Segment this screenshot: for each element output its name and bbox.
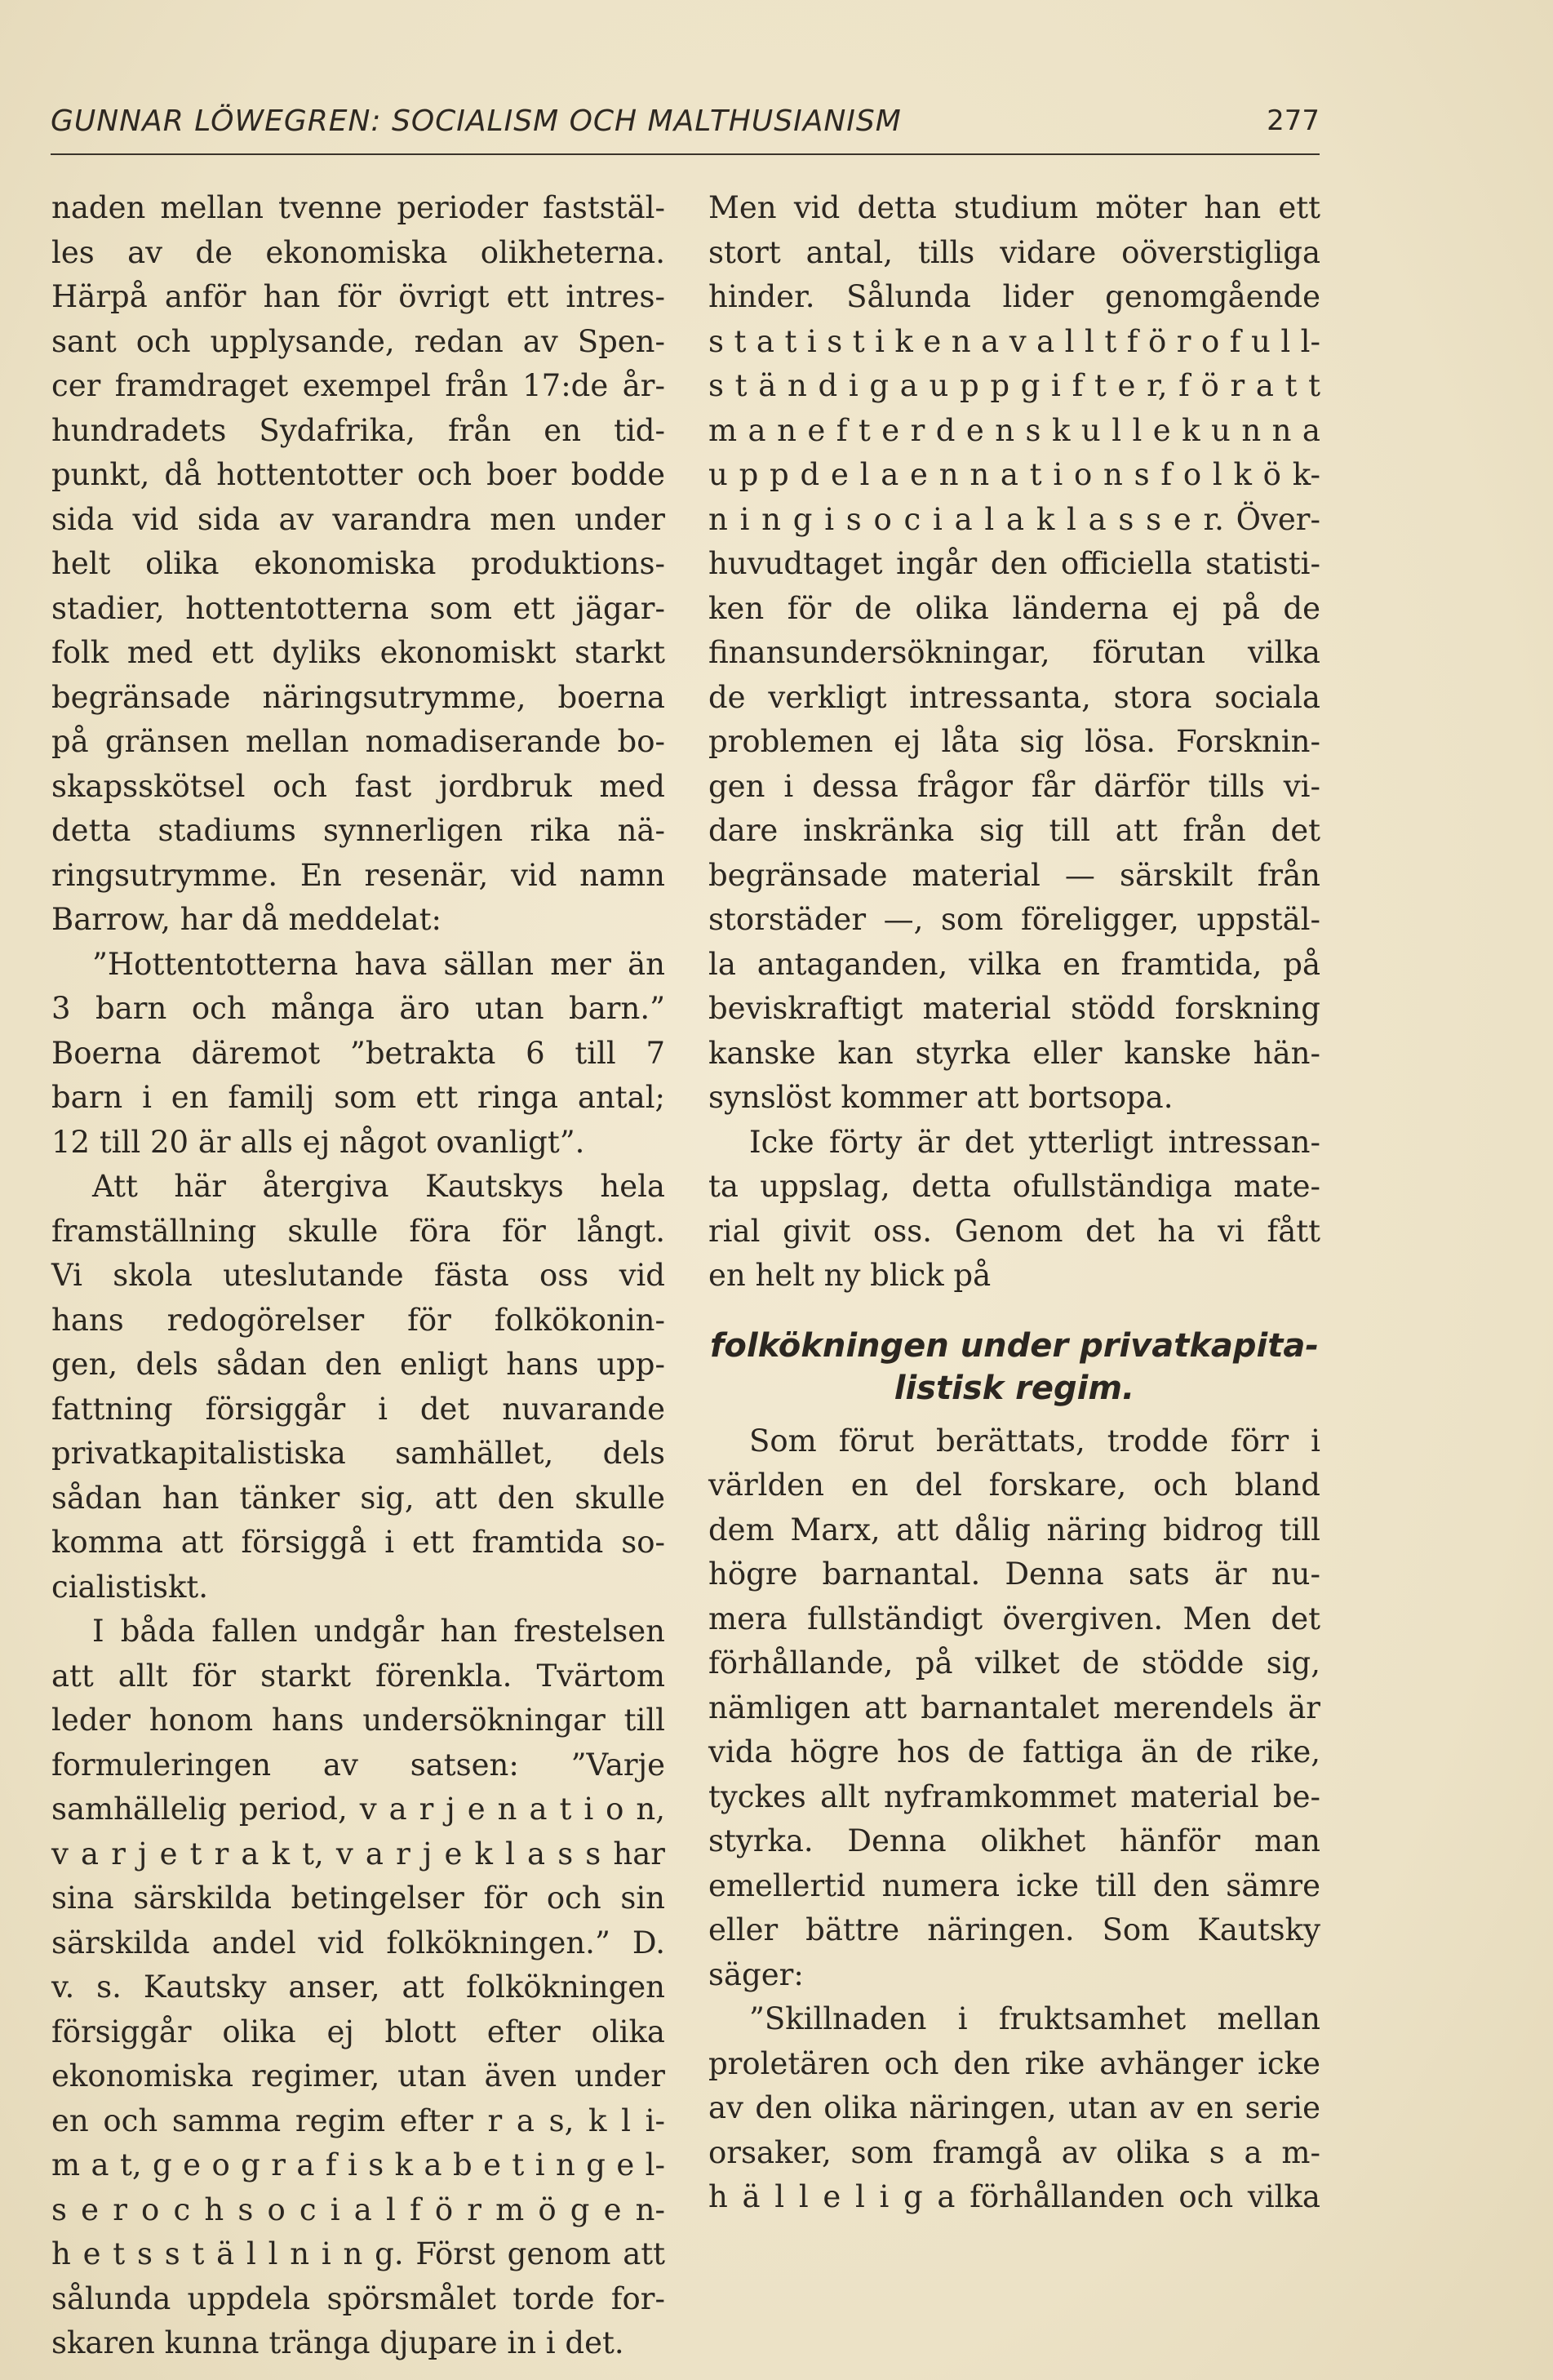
text-line: formuleringen av satsen: ”Varje (51, 1747, 665, 1783)
text-line: emellertid numera icke till den sämre (708, 1867, 1320, 1903)
text-line: skaren kunna tränga djupare in i det. (51, 2325, 624, 2360)
text-line: orsaker, som framgå av olika s a m- (708, 2134, 1320, 2170)
text-line: helt olika ekonomiska produktions- (51, 546, 665, 581)
text-line: sant och upplysande, redan av Spen- (51, 323, 665, 359)
text-line: eller bättre näringen. Som Kautsky (708, 1912, 1320, 1947)
text-line: av den olika näringen, utan av en serie (708, 2090, 1320, 2125)
text-line: Att här återgiva Kautskys hela (92, 1169, 665, 1204)
text-line: s t a t i s t i k e n a v a l l t f ö r o f u l l- (708, 323, 1320, 359)
running-title: GUNNAR LÖWEGREN: SOCIALISM OCH MALTHUSIANISM (51, 104, 902, 138)
text-line: barn i en familj som ett ringa antal; (51, 1080, 665, 1115)
text-line: ”Skillnaden i fruktsamhet mellan (749, 2001, 1320, 2036)
text-line: försiggår olika ej blott efter olika (51, 2014, 665, 2049)
text-line: Barrow, har då meddelat: (51, 902, 442, 937)
section-heading (708, 1325, 1320, 1410)
text-line: finansundersökningar, förutan vilka (708, 635, 1320, 670)
text-line: stadier, hottentotterna som ett jägar- (51, 590, 665, 626)
text-line: ta uppslag, detta ofullständiga mate- (708, 1169, 1320, 1204)
text-line: sådan han tänker sig, att den skulle (51, 1480, 665, 1516)
text-line: huvudtaget ingår den officiella statisti- (708, 546, 1320, 581)
text-line: leder honom hans undersökningar till (51, 1703, 665, 1738)
text-line: komma att försiggå i ett framtida so- (51, 1525, 665, 1560)
text-line: m a t, g e o g r a f i s k a b e t i n g e l- (51, 2147, 665, 2182)
text-line: tyckes allt nyframkommet material be- (708, 1778, 1320, 1814)
text-line: de verkligt intressanta, stora sociala (708, 679, 1320, 715)
text-line: nämligen att barnantalet merendels är (708, 1690, 1320, 1725)
text-line: ekonomiska regimer, utan även under (51, 2058, 665, 2094)
text-line: ”Hottentotterna hava sällan mer än (92, 946, 665, 982)
text-line: h e t s s t ä l l n i n g. Först genom att (51, 2236, 665, 2271)
text-line: en helt ny blick på (708, 1258, 992, 1293)
text-line: en och samma regim efter r a s, k l i- (51, 2102, 665, 2138)
text-line: sålunda uppdela spörsmålet torde for- (51, 2280, 665, 2316)
section-heading-line-1: folkökningen under privatkapita- (710, 1326, 1319, 1365)
text-line: v a r j e t r a k t, v a r j e k l a s s har (51, 1836, 665, 1872)
text-line: folk med ett dyliks ekonomiskt starkt (51, 635, 665, 670)
text-line: u p p d e l a e n n a t i o n s f o l k ö k- (708, 457, 1320, 492)
right-column-top-text (708, 186, 1320, 1299)
text-line: vida högre hos de fattiga än de rike, (708, 1734, 1320, 1769)
section-heading-line-2: listisk regim. (894, 1369, 1135, 1407)
text-line: Som förut berättats, trodde förr i (749, 1423, 1320, 1459)
page-number: 277 (1267, 104, 1320, 137)
text-line: privatkapitalistiska samhället, dels (51, 1436, 665, 1471)
text-line: synslöst kommer att bortsopa. (708, 1080, 1174, 1115)
text-line: fattning försiggår i det nuvarande (51, 1391, 665, 1427)
text-line: Men vid detta studium möter han ett (708, 190, 1320, 225)
text-line: styrka. Denna olikhet hänför man (708, 1823, 1320, 1858)
text-line: sina särskilda betingelser för och sin (51, 1880, 665, 1916)
text-line: skapsskötsel och fast jordbruk med (51, 768, 665, 804)
text-line: hinder. Sålunda lider genomgående (708, 279, 1320, 314)
text-line: rial givit oss. Genom det ha vi fått (708, 1213, 1320, 1249)
text-line: problemen ej låta sig lösa. Forsknin- (708, 724, 1320, 759)
text-line: stort antal, tills vidare oöverstigliga (708, 234, 1320, 270)
left-column (51, 186, 665, 2366)
text-line: m a n e f t e r d e n s k u l l e k u n n a (708, 412, 1320, 448)
text-line: h ä l l e l i g a förhållanden och vilka (708, 2179, 1320, 2214)
text-line: punkt, då hottentotter och boer bodde (51, 457, 665, 492)
text-line: säger: (708, 1956, 804, 1992)
text-line: proletären och den rike avhänger icke (708, 2045, 1320, 2081)
right-column-bottom-text (708, 1419, 1320, 2220)
text-line: n i n g i s o c i a l a k l a s s e r. Över- (708, 501, 1320, 537)
text-line: begränsade material — särskilt från (708, 857, 1320, 893)
right-column (708, 186, 1320, 2220)
text-line: förhållande, på vilket de stödde sig, (708, 1645, 1320, 1681)
text-line: 12 till 20 är alls ej något ovanligt”. (51, 1124, 585, 1160)
text-line: hans redogörelser för folkökonin- (51, 1302, 665, 1338)
text-line: på gränsen mellan nomadiserande bo- (51, 724, 665, 759)
text-line: särskilda andel vid folkökningen.” D. (51, 1925, 665, 1960)
text-line: mera fullständigt övergiven. Men det (708, 1601, 1320, 1636)
text-line: v. s. Kautsky anser, att folkökningen (51, 1969, 665, 2005)
text-line: storstäder —, som föreligger, uppstäl- (708, 902, 1320, 937)
text-line: Icke förty är det ytterligt intressan- (749, 1124, 1320, 1160)
text-line: Boerna däremot ”betrakta 6 till 7 (51, 1035, 665, 1071)
text-line: naden mellan tvenne perioder faststäl- (51, 190, 665, 225)
text-line: samhällelig period, v a r j e n a t i o n, (51, 1792, 665, 1827)
text-line: dare inskränka sig till att från det (708, 813, 1320, 848)
text-line: cialistiskt. (51, 1569, 209, 1605)
text-line: kanske kan styrka eller kanske hän- (708, 1035, 1320, 1071)
text-line: gen i dessa frågor får därför tills vi- (708, 768, 1320, 804)
text-line: ringsutrymme. En resenär, vid namn (51, 857, 665, 893)
text-line: beviskraftigt material stödd forskning (708, 991, 1320, 1026)
text-line: gen, dels sådan den enligt hans upp- (51, 1347, 665, 1382)
text-line: världen en del forskare, och bland (708, 1468, 1320, 1503)
text-line: les av de ekonomiska olikheterna. (51, 234, 665, 270)
running-header (51, 104, 1320, 155)
text-line: ken för de olika länderna ej på de (708, 590, 1320, 626)
text-line: Härpå anför han för övrigt ett intres- (51, 279, 665, 314)
text-line: I båda fallen undgår han frestelsen (92, 1614, 665, 1649)
text-line: framställning skulle föra för långt. (51, 1213, 665, 1249)
text-line: 3 barn och många äro utan barn.” (51, 991, 665, 1026)
text-line: dem Marx, att dålig näring bidrog till (708, 1512, 1320, 1547)
text-line: sida vid sida av varandra men under (51, 501, 665, 537)
text-line: hundradets Sydafrika, från en tid- (51, 412, 665, 448)
text-line: högre barnantal. Denna sats är nu- (708, 1556, 1320, 1592)
text-line: begränsade näringsutrymme, boerna (51, 679, 665, 715)
text-line: cer framdraget exempel från 17:de år- (51, 368, 665, 403)
text-line: detta stadiums synnerligen rika nä- (51, 813, 665, 848)
text-line: s e r o c h s o c i a l f ö r m ö g e n- (51, 2191, 665, 2227)
text-line: s t ä n d i g a u p p g i f t e r, f ö r a t t (708, 368, 1320, 403)
text-line: la antaganden, vilka en framtida, på (708, 946, 1320, 982)
text-line: Vi skola uteslutande fästa oss vid (51, 1258, 665, 1293)
text-line: att allt för starkt förenkla. Tvärtom (51, 1658, 665, 1694)
